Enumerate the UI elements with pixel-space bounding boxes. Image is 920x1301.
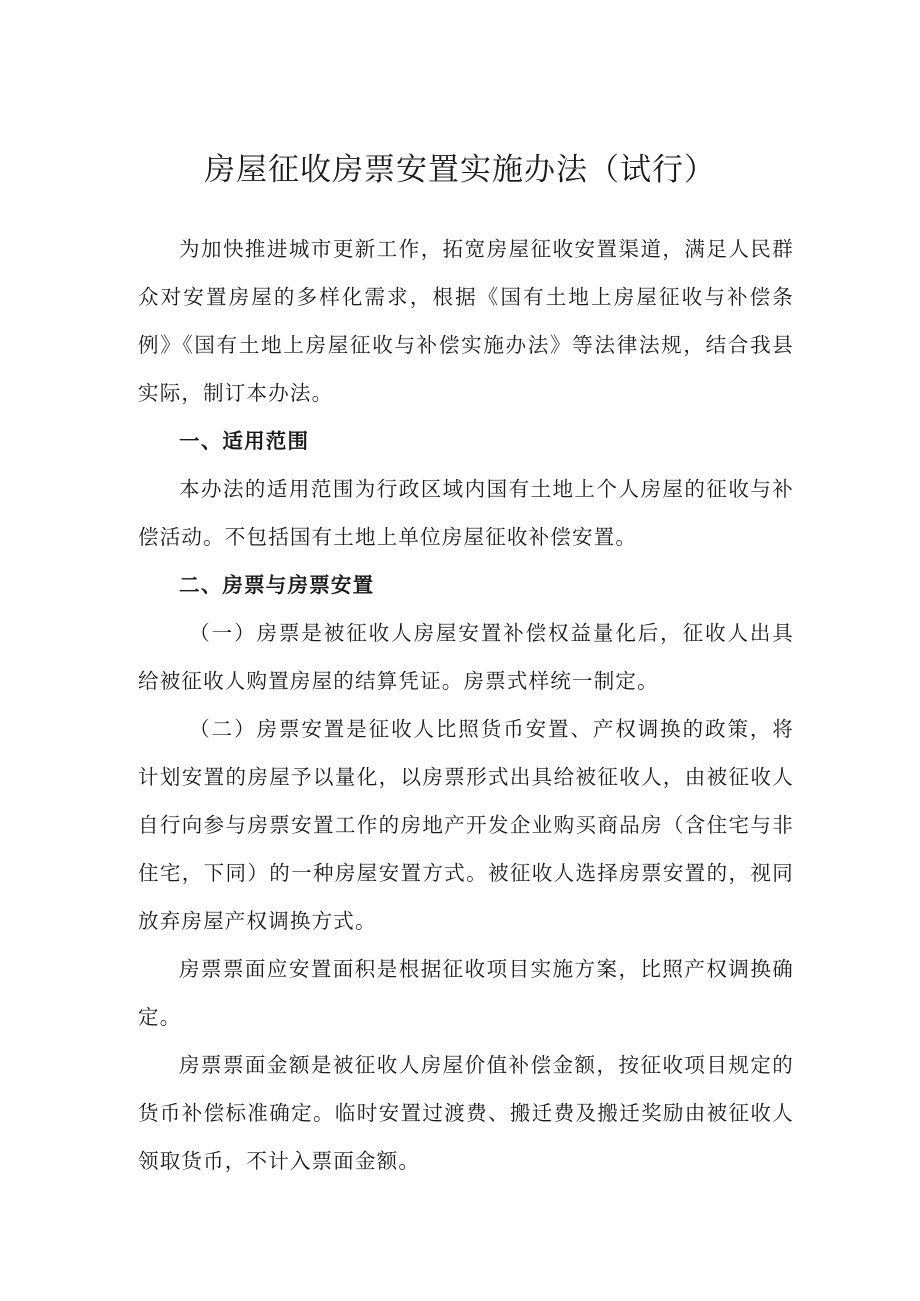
section-1-heading: 一、适用范围	[179, 429, 310, 453]
section-1-paragraph: 本办法的适用范围为行政区域内国有土地上个人房屋的征收与补偿活动。不包括国有土地上单位房屋征收补偿安置。	[138, 477, 794, 549]
face-area-paragraph: 房票票面应安置面积是根据征收项目实施方案，比照产权调换确定。	[138, 957, 794, 1029]
section-2-item-2: （二）房票安置是征收人比照货币安置、产权调换的政策，将计划安置的房屋予以量化，以房票形式出具给被征收人，由被征收人自行向参与房票安置工作的房地产开发企业购买商品房（含住宅与非住宅，下同）的一种房屋安置方式。被征收人选择房票安置的，视同放弃房屋产权调换方式。	[138, 717, 794, 933]
document-body	[138, 225, 794, 1185]
document-title: 房屋征收房票安置实施办法（试行）	[204, 152, 716, 188]
section-2-item-1: （一）房票是被征收人房屋安置补偿权益量化后，征收人出具给被征收人购置房屋的结算凭证。房票式样统一制定。	[138, 621, 794, 693]
face-amount-paragraph: 房票票面金额是被征收人房屋价值补偿金额，按征收项目规定的货币补偿标准确定。临时安置过渡费、搬迁费及搬迁奖励由被征收人领取货币，不计入票面金额。	[138, 1053, 794, 1173]
section-2-heading: 二、房票与房票安置	[179, 573, 375, 597]
intro-paragraph: 为加快推进城市更新工作，拓宽房屋征收安置渠道，满足人民群众对安置房屋的多样化需求，根据《国有土地上房屋征收与补偿条例》《国有土地上房屋征收与补偿实施办法》等法律法规，结合我县实际，制订本办法。	[138, 237, 794, 405]
